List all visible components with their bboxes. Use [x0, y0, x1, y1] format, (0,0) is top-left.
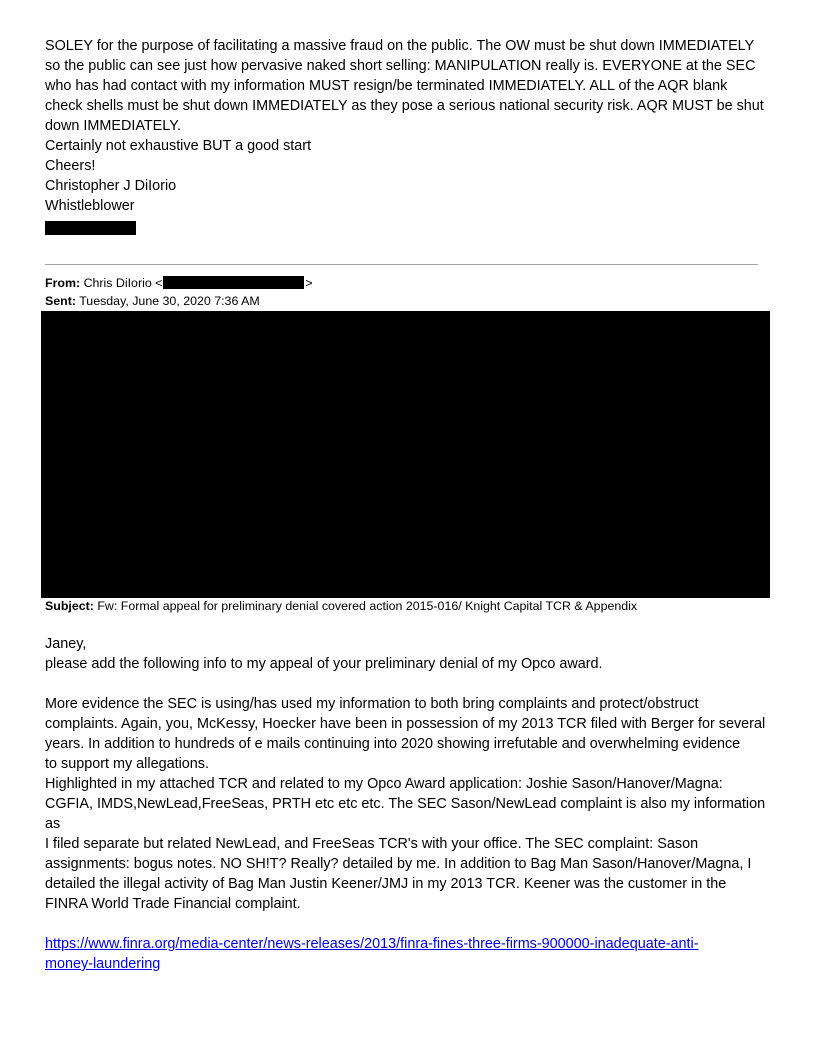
body-line: assignments: bogus notes. NO SH!T? Really? detailed by me. In addition to Bag Man Sason/Hanover/Magna, I [45, 856, 752, 872]
body-line: detailed the illegal activity of Bag Man Justin Keener/JMJ in my 2013 TCR. Keener was the customer in the [45, 876, 727, 892]
body-line: More evidence the SEC is using/has used my information to both bring complaints and protect/obstruct [45, 696, 699, 712]
finra-news-link[interactable] [45, 934, 771, 974]
from-label: From: [45, 276, 81, 290]
signature-name: Christopher J DiIorio [45, 178, 177, 194]
link-line-1[interactable]: https://www.finra.org/media-center/news-releases/2013/finra-fines-three-firms-900000-inadequate-anti- [45, 936, 699, 952]
body-line: FINRA World Trade Financial complaint. [45, 896, 301, 912]
sent-value: Tuesday, June 30, 2020 7:36 AM [79, 294, 260, 308]
body-line: to support my allegations. [45, 756, 209, 772]
subject-row [45, 597, 785, 615]
intro-line: please add the following info to my appeal of your preliminary denial of my Opco award. [45, 656, 603, 672]
body-line: complaints. Again, you, McKessy, Hoecker have been in possession of my 2013 TCR filed with Berger for several [45, 716, 766, 732]
message-body [45, 634, 771, 974]
from-row [45, 274, 771, 292]
greeting: Janey, [45, 636, 87, 652]
subject-value: Fw: Formal appeal for preliminary denial covered action 2015-016/ Knight Capital TCR & Appendix [97, 599, 638, 613]
sent-row [45, 292, 771, 310]
top-text-block [45, 36, 771, 236]
sign-off: Cheers! [45, 158, 96, 174]
email-header [45, 274, 771, 310]
subject-label: Subject: [45, 599, 94, 613]
text-line: down IMMEDIATELY. [45, 118, 181, 134]
text-line: Certainly not exhaustive BUT a good start [45, 138, 312, 154]
text-line: SOLEY for the purpose of facilitating a massive fraud on the public. The OW must be shut down IMMEDIATELY [45, 38, 755, 54]
text-line: who has had contact with my information MUST resign/be terminated IMMEDIATELY. ALL of the AQR blank [45, 78, 728, 94]
from-name: Chris DiIorio < [83, 276, 163, 290]
from-close: > [305, 276, 313, 290]
text-line: so the public can see just how pervasive naked short selling: MANIPULATION really is. EVERYONE at the SEC [45, 58, 756, 74]
header-divider [45, 264, 758, 265]
link-line-2[interactable]: money-laundering [45, 956, 161, 972]
from-email-redaction [163, 276, 304, 289]
text-line: check shells must be shut down IMMEDIATELY as they pose a serious national security risk. AQR MUST be shut [45, 98, 764, 114]
signature-title: Whistleblower [45, 198, 135, 214]
body-line: years. In addition to hundreds of e mails continuing into 2020 showing irrefutable and overwhelming evidence [45, 736, 741, 752]
body-line: Highlighted in my attached TCR and related to my Opco Award application: Joshie Sason/Hanover/Magna: [45, 776, 723, 792]
sent-label: Sent: [45, 294, 76, 308]
body-line: I filed separate but related NewLead, and FreeSeas TCR's with your office. The SEC complaint: Sason [45, 836, 699, 852]
recipients-redaction [41, 311, 770, 598]
signature-redaction [45, 221, 136, 235]
body-line: CGFIA, IMDS,NewLead,FreeSeas, PRTH etc etc etc. The SEC Sason/NewLead complaint is also my information as [45, 796, 766, 832]
